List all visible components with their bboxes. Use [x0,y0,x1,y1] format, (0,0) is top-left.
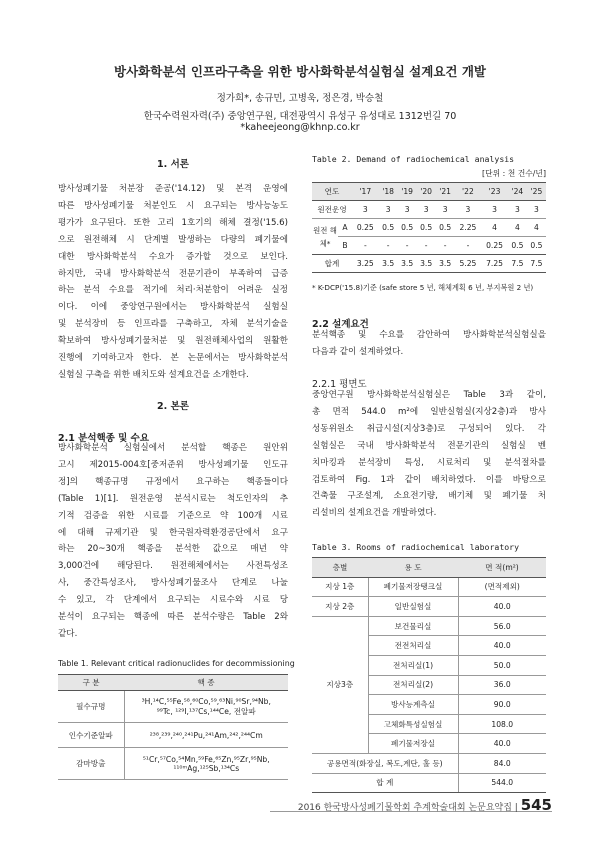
text-line: 정]의 핵종규명 규정에서 요구하는 핵종들이다 [58,476,288,487]
table-1-header: 구 분 [58,675,124,691]
table-cell: 3.5 [379,255,398,273]
table-cell: - [405,241,409,250]
table-2-header: '21 [436,183,455,201]
table-cell: 0.5 [511,241,524,250]
table-cell: 0.5 [530,241,543,250]
page-number: 545 [520,796,552,814]
text-line: (Table 1)[1]. 원전운영 분석시료는 척도인자의 추 [58,493,288,504]
table-cell: 40.0 [458,597,546,617]
table-1-cell: ²³⁸,²³⁹,²⁴⁰,²⁴¹Pu,²⁴¹Am,²⁴²,²⁴⁴Cm [124,723,288,748]
table-cell: 0.25 [352,219,379,237]
text-line: 분석이 요구되는 핵종에 따른 분석수량은 Table 2와 [58,612,288,623]
table-cell: 4 [481,219,508,237]
subsection-2-1-heading: 2.1 분석핵종 및 수요 [58,433,149,444]
table-3-header: 용 도 [368,558,458,578]
table-2-header: 연도 [312,183,352,201]
table-cell: A [338,219,352,237]
table-3-header: 층별 [312,558,368,578]
text-line: 실험실은 국내 방사화학분석 전문기관의 실험실 벤 [312,440,546,451]
text-line: 하지만, 국내 방사화학분석 전문기관이 부족하여 급증 [58,268,288,279]
table-cell: 7.5 [508,255,527,273]
nuclide-line: ³H,¹⁴C,⁵⁵Fe,⁵⁸,⁶⁰Co,⁵⁹,⁶³Ni,⁹⁰Sr,⁹⁴Nb, [141,696,271,706]
table-cell: 7.5 [527,255,546,273]
table-cell: - [363,241,367,250]
text-line: 치마킹과 분석장비 특성, 시료처리 및 분석절차를 [312,457,546,468]
table-cell: 폐기물저장실 [368,734,458,754]
text-line: 고시 제2015-004호[중저준위 방사성폐기물 인도규 [58,459,288,470]
text-line: 총 면적 544.0 m²에 일반실험실(지상2층)과 방사 [312,406,546,417]
table-cell: 방사능계측실 [368,695,458,715]
table-cell: 3 [379,201,398,219]
table-3 [312,557,546,793]
text-line: 수 있고, 각 단계에서 요구되는 시료수와 시료 당 [58,595,288,606]
table-cell: 지상3층 [312,616,368,753]
table-1-cell [124,748,288,780]
table-cell: 3.5 [417,255,436,273]
table-cell: 전처리실(1) [368,655,458,675]
table-2-row [312,237,546,255]
table-cell: 90.0 [458,695,546,715]
table-cell: 2.25 [455,219,482,237]
table-2-caption: Table 2. Demand of radiochemical analysis [312,154,515,164]
text-line: 평가가 요구된다. 또한 고리 1호기의 해체 결정('15.6) [58,217,288,228]
table-cell: 지상 2층 [312,597,368,617]
subsection-2-2-1-body [312,387,546,522]
table-cell: - [386,241,390,250]
nuclide-line: ⁹⁹Tc, ¹²⁹I,¹³⁷Cs,¹⁴⁴Ce, 전알파 [156,706,256,716]
table-3-header: 면 적(m²) [458,558,546,578]
table-2-row [312,219,546,237]
table-cell: 3.5 [398,255,417,273]
text-line: 다음과 같이 설계하였다. [312,346,404,357]
table-3-row [312,577,546,597]
table-2-header: '24 [508,183,527,201]
table-cell: 3 [398,201,417,219]
table-3-row [312,597,546,617]
table-cell: 5.25 [455,255,482,273]
table-3-common-row [312,753,546,773]
table-1-cell: 필수규명 [58,691,124,723]
author-list: 정가희*, 송규민, 고병욱, 정은경, 박승철 [216,93,384,104]
table-cell: (면적제외) [458,577,546,597]
page-footer: 2016 한국방사성폐기물학회 추계학술대회 논문요약집 | 545 [297,796,552,814]
table-2-header: '22 [455,183,482,201]
text-line: 방사화학분석 실험실에서 분석할 핵종은 원안위 [58,443,288,453]
table-cell: 7.25 [481,255,508,273]
text-line: 건축물 구조설계, 소요전기량, 배기체 및 폐기물 처 [312,491,546,502]
text-line: 기적 검증을 위한 시료를 기준으로 약 100개 시료 [58,510,288,521]
section-1-body [58,181,288,384]
table-2 [312,182,546,273]
text-line: 중앙연구원 방사화학분석실험실은 Table 3과 같이, [312,390,546,400]
table-3-caption: Table 3. Rooms of radiochemical laboratory [312,542,520,552]
table-3-header-row [312,558,546,578]
table-cell: 3 [352,201,379,219]
text-line: 따른 방사성폐기물 처분인도 시 요구되는 방사능농도 [58,200,288,211]
text-line: 진행에 기여하고자 한다. 본 논문에서는 방사화학분석 [58,353,288,364]
table-cell: 40.0 [458,734,546,754]
nuclide-line: ¹¹⁰ᵐAg,¹²⁵Sb,¹³⁴Cs [173,763,240,773]
text-line: 으로 원전해체 시 단계별 발생하는 다량의 폐기물에 [58,234,288,245]
footer-text: 2016 한국방사성폐기물학회 추계학술대회 논문요약집 [297,803,512,813]
table-cell: 0.5 [417,219,436,237]
subsection-2-2-body [312,327,546,361]
table-cell: - [443,241,447,250]
table-cell: 고체화특성실험실 [368,714,458,734]
table-cell: 36.0 [458,675,546,695]
table-cell: 3 [508,201,527,219]
text-line: 대한 방사화학분석 수요가 증가할 것으로 보인다. [58,251,288,262]
table-cell: 3 [527,201,546,219]
table-2-unit: [단위 : 천 건수/년] [482,169,546,178]
table-cell: 보건물리실 [368,616,458,636]
table-cell: 공용면적(화장실, 복도,계단, 홀 등) [312,753,458,773]
table-cell: 원전 해체* [313,225,337,248]
table-2-header-row [312,183,546,201]
section-1-heading: 1. 서론 [157,159,189,170]
table-cell: 0.5 [398,219,417,237]
table-cell: B [342,241,348,250]
table-cell: 3 [436,201,455,219]
paper-title: 방사화학분석 인프라구축을 위한 방사화학분석실험실 설계요건 개발 [114,64,486,79]
table-cell: 3 [481,201,508,219]
table-cell: 84.0 [458,753,546,773]
table-2-note: * K-DCP('15.8)기준 (safe store 5 년, 해체계획 6 년, 부지복원 2 년) [312,283,534,292]
table-2-header: '25 [527,183,546,201]
table-cell: 지상 1층 [312,577,368,597]
text-line: 사, 중간특성조사, 방사성폐기물조사 단계로 나눌 [58,578,288,589]
table-cell: 폐기물저장탱크실 [368,577,458,597]
table-cell: 544.0 [458,773,546,793]
table-cell: - [466,241,470,250]
table-cell: 0.25 [486,241,504,250]
text-line: 이다. 이에 중앙연구원에서는 방사화학분석 실험실 [58,302,288,313]
table-cell: 3.5 [436,255,455,273]
author-email: *kaheejeong@khnp.co.kr [240,122,360,133]
table-cell: 50.0 [458,655,546,675]
subsection-2-1-body [58,440,288,643]
text-line: 하는 분석 수요를 적기에 처리·처분함이 어려운 실정 [58,285,288,296]
table-2-header: '23 [481,183,508,201]
table-cell: 4 [508,219,527,237]
section-2-heading: 2. 본론 [157,401,189,412]
table-1-caption: Table 1. Relevant critical radionuclides for decommissioning [58,659,295,668]
table-1-cell: 인수기준알파 [58,723,124,748]
text-line: 리설비의 설계요건을 개발하였다. [312,508,437,519]
nuclide-line: ⁵¹Cr,⁵⁷Co,⁵⁴Mn,⁵⁹Fe,⁶⁵Zn,⁹⁵Zr,⁹⁵Nb, [142,754,270,764]
affiliation: 한국수력원자력(주) 중앙연구원, 대전광역시 유성구 유성대로 1312번길 70 [143,111,457,122]
table-cell: 3 [417,201,436,219]
table-cell: 4 [527,219,546,237]
text-line: 방사성폐기물 처분장 준공('14.12) 및 본격 운영에 [58,184,288,194]
table-cell: 40.0 [458,636,546,656]
table-cell: 전전처리실 [368,636,458,656]
table-3-row [312,616,546,636]
table-1 [58,674,288,780]
table-cell: 0.5 [436,219,455,237]
text-line: 하는 20~30개 핵종을 분석한 값으로 매년 약 [58,544,288,555]
table-cell: 3.25 [352,255,379,273]
table-cell: 합 계 [312,773,458,793]
subsection-2-2-1-heading: 2.2.1 평면도 [312,379,367,390]
text-line: 및 분석장비 등 인프라를 구축하고, 자체 분석기술을 [58,319,288,330]
table-1-cell: 감마방출 [58,748,124,780]
text-line: 성동위원소 취급시설(지상3층)로 구성되어 있다. 각 [312,423,546,434]
table-3-total-row [312,773,546,793]
subsection-2-2-heading: 2.2 설계요건 [312,319,369,330]
table-2-header: '19 [398,183,417,201]
text-line: 확보하여 방사성폐기물처분 및 원전해체사업의 원활한 [58,336,288,347]
table-2-header: '20 [417,183,436,201]
table-2-header: '18 [379,183,398,201]
table-2-row [312,201,546,219]
text-line: 3,000건에 해당된다. 원전해체에서는 사전특성조 [58,561,288,572]
table-cell: 56.0 [458,616,546,636]
text-line: 실험실 구축을 위한 배치도와 설계요건을 소개한다. [58,369,249,380]
text-line: 분석핵종 및 수요를 감안하여 방사화학분석실험실을 [312,330,546,340]
text-line: 같다. [58,628,78,639]
table-cell: 3 [455,201,482,219]
text-line: 검토하여 Fig. 1과 같이 배치하였다. 이를 바탕으로 [312,474,546,485]
table-2-sum-row [312,255,546,273]
table-2-header: '17 [352,183,379,201]
table-cell: 108.0 [458,714,546,734]
table-cell: - [424,241,428,250]
table-cell: 일반실험실 [368,597,458,617]
text-line: 에 대해 규제기관 및 한국원자력환경공단에서 요구 [58,527,288,538]
table-cell: 원전운영 [312,201,352,219]
table-1-header: 핵 종 [124,675,288,691]
table-cell: 합계 [312,255,352,273]
table-cell: 0.5 [379,219,398,237]
table-cell: 전처리실(2) [368,675,458,695]
table-1-cell [124,691,288,723]
